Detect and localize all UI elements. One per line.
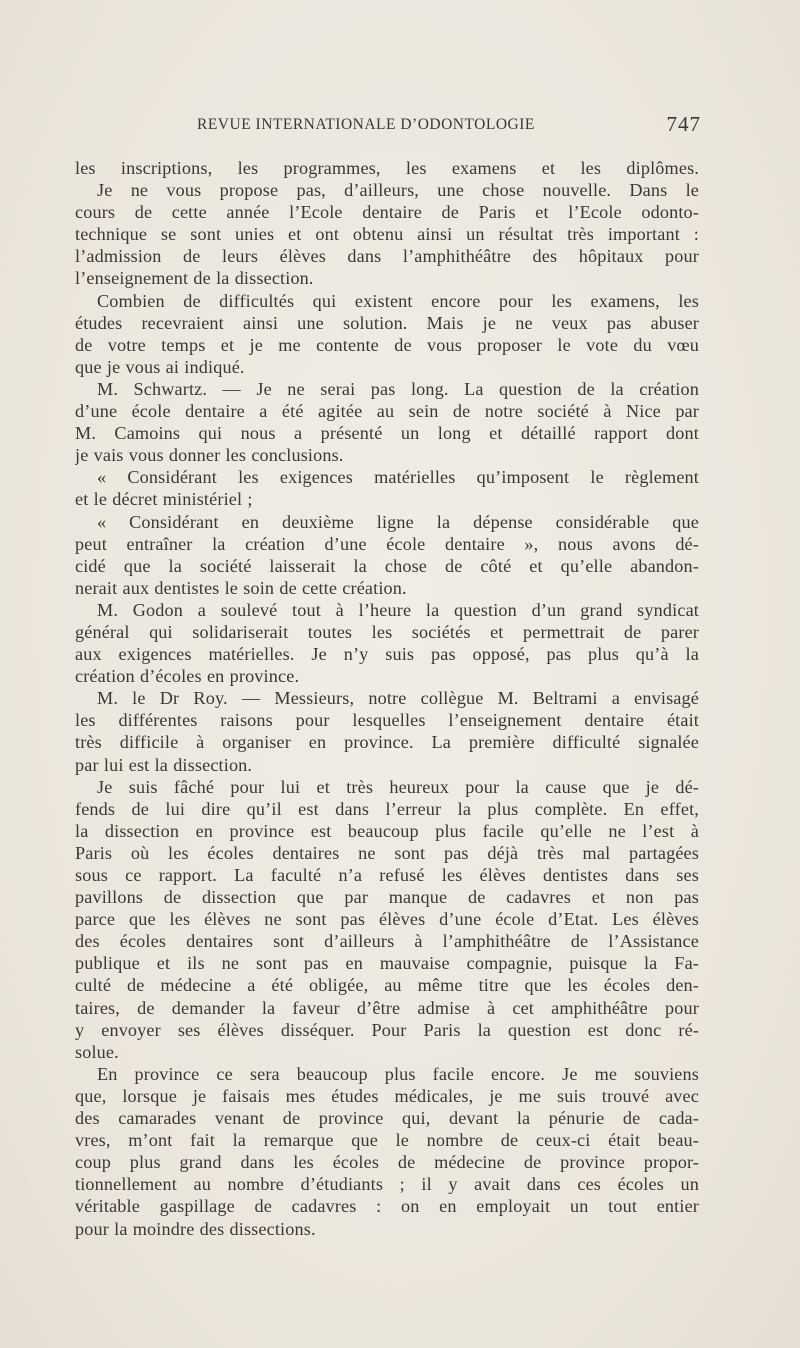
text-line: M. le Dr Roy. — Messieurs, notre collègue M. Beltrami a envisagé: [97, 688, 699, 709]
text-line: Combien de difficultés qui existent encore pour les examens, les: [97, 290, 699, 311]
text-line: « Considérant en deuxième ligne la dépense considérable que: [97, 511, 699, 532]
text-line: tionnellement au nombre d’étudiants ; il y avait dans ces écoles un: [75, 1174, 699, 1195]
text-line: et le décret ministériel ;: [75, 489, 253, 510]
text-line: des écoles dentaires sont d’ailleurs à l’amphithéâtre de l’Assistance: [75, 931, 699, 952]
text-line: M. Camoins qui nous a présenté un long et détaillé rapport dont: [75, 423, 699, 444]
text-line: technique se sont unies et ont obtenu ainsi un résultat très important :: [75, 224, 699, 245]
text-line: la dissection en province est beaucoup plus facile qu’elle ne l’est à: [75, 820, 699, 841]
text-line: sous ce rapport. La faculté n’a refusé les élèves dentistes dans ses: [75, 865, 699, 885]
text-line: solue.: [75, 1041, 119, 1062]
text-line: taires, de demander la faveur d’être admise à cet amphithéâtre pour: [75, 997, 699, 1018]
text-line: coup plus grand dans les écoles de médecine de province propor-: [75, 1152, 699, 1173]
text-line: nerait aux dentistes le soin de cette création.: [75, 577, 407, 598]
text-line: vres, m’ont fait la remarque que le nombre de ceux-ci était beau-: [75, 1130, 699, 1151]
text-line: M. Schwartz. — Je ne serai pas long. La question de la création: [97, 378, 699, 399]
text-line: culté de médecine a été obligée, au même titre que les écoles den-: [75, 975, 699, 996]
text-line: je vais vous donner les conclusions.: [75, 445, 344, 466]
text-line: aux exigences matérielles. Je n’y suis pas opposé, pas plus qu’à la: [75, 644, 699, 665]
running-head: REVUE INTERNATIONALE D’ODONTOLOGIE: [197, 116, 535, 133]
text-line: publique et ils ne sont pas en mauvaise compagnie, puisque la Fa-: [75, 953, 699, 974]
text-line: création d’écoles en province.: [75, 666, 300, 687]
text-line: par lui est la dissection.: [75, 754, 253, 775]
text-line: que je vous ai indiqué.: [75, 356, 245, 377]
text-line: fends de lui dire qu’il est dans l’erreur la plus complète. En effet,: [75, 798, 699, 819]
text-line: l’enseignement de la dissection.: [75, 268, 314, 289]
text-line: Je suis fâché pour lui et très heureux pour la cause que je dé-: [97, 776, 699, 797]
text-line: peut entraîner la création d’une école dentaire », nous avons dé-: [75, 533, 699, 554]
text-line: cours de cette année l’Ecole dentaire de Paris et l’Ecole odonto-: [75, 202, 699, 223]
text-line: l’admission de leurs élèves dans l’amphithéâtre des hôpitaux pour: [75, 246, 699, 267]
text-line: parce que les élèves ne sont pas élèves d’une école d’Etat. Les élèves: [75, 909, 699, 930]
text-line: des camarades venant de province qui, devant la pénurie de cada-: [75, 1108, 699, 1129]
text-line: pavillons de dissection que par manque de cadavres et non pas: [75, 887, 699, 908]
text-line: pour la moindre des dissections.: [75, 1218, 316, 1239]
text-line: En province ce sera beaucoup plus facile encore. Je me souviens: [97, 1063, 699, 1084]
text-line: très difficile à organiser en province. La première difficulté signalée: [75, 732, 699, 753]
text-line: général qui solidariserait toutes les sociétés et permettrait de parer: [75, 621, 699, 642]
text-line: de votre temps et je me contente de vous proposer le vote du vœu: [75, 334, 699, 355]
text-line: « Considérant les exigences matérielles qu’imposent le règlement: [97, 467, 699, 488]
text-line: cidé que la société laisserait la chose de côté et qu’elle abandon-: [75, 555, 699, 576]
text-line: Paris où les écoles dentaires ne sont pas déjà très mal partagées: [75, 842, 699, 863]
text-line: les différentes raisons pour lesquelles l’enseignement dentaire était: [75, 710, 699, 731]
text-line: Je ne vous propose pas, d’ailleurs, une chose nouvelle. Dans le: [97, 180, 699, 201]
text-line: véritable gaspillage de cadavres : on en employait un tout entier: [75, 1196, 699, 1217]
body-text: [75, 157, 699, 1240]
text-line: y envoyer ses élèves disséquer. Pour Paris la question est donc ré-: [75, 1019, 699, 1040]
page-header: [75, 112, 701, 142]
text-line: que, lorsque je faisais mes études médicales, je me suis trouvé avec: [75, 1085, 699, 1106]
text-line: d’une école dentaire a été agitée au sein de notre société à Nice par: [75, 401, 699, 422]
text-line: études recevraient ainsi une solution. Mais je ne veux pas abuser: [75, 312, 699, 333]
text-line: les inscriptions, les programmes, les examens et les diplômes.: [75, 158, 699, 178]
page-number: 747: [666, 112, 701, 136]
text-line: M. Godon a soulevé tout à l’heure la question d’un grand syndicat: [97, 599, 699, 620]
